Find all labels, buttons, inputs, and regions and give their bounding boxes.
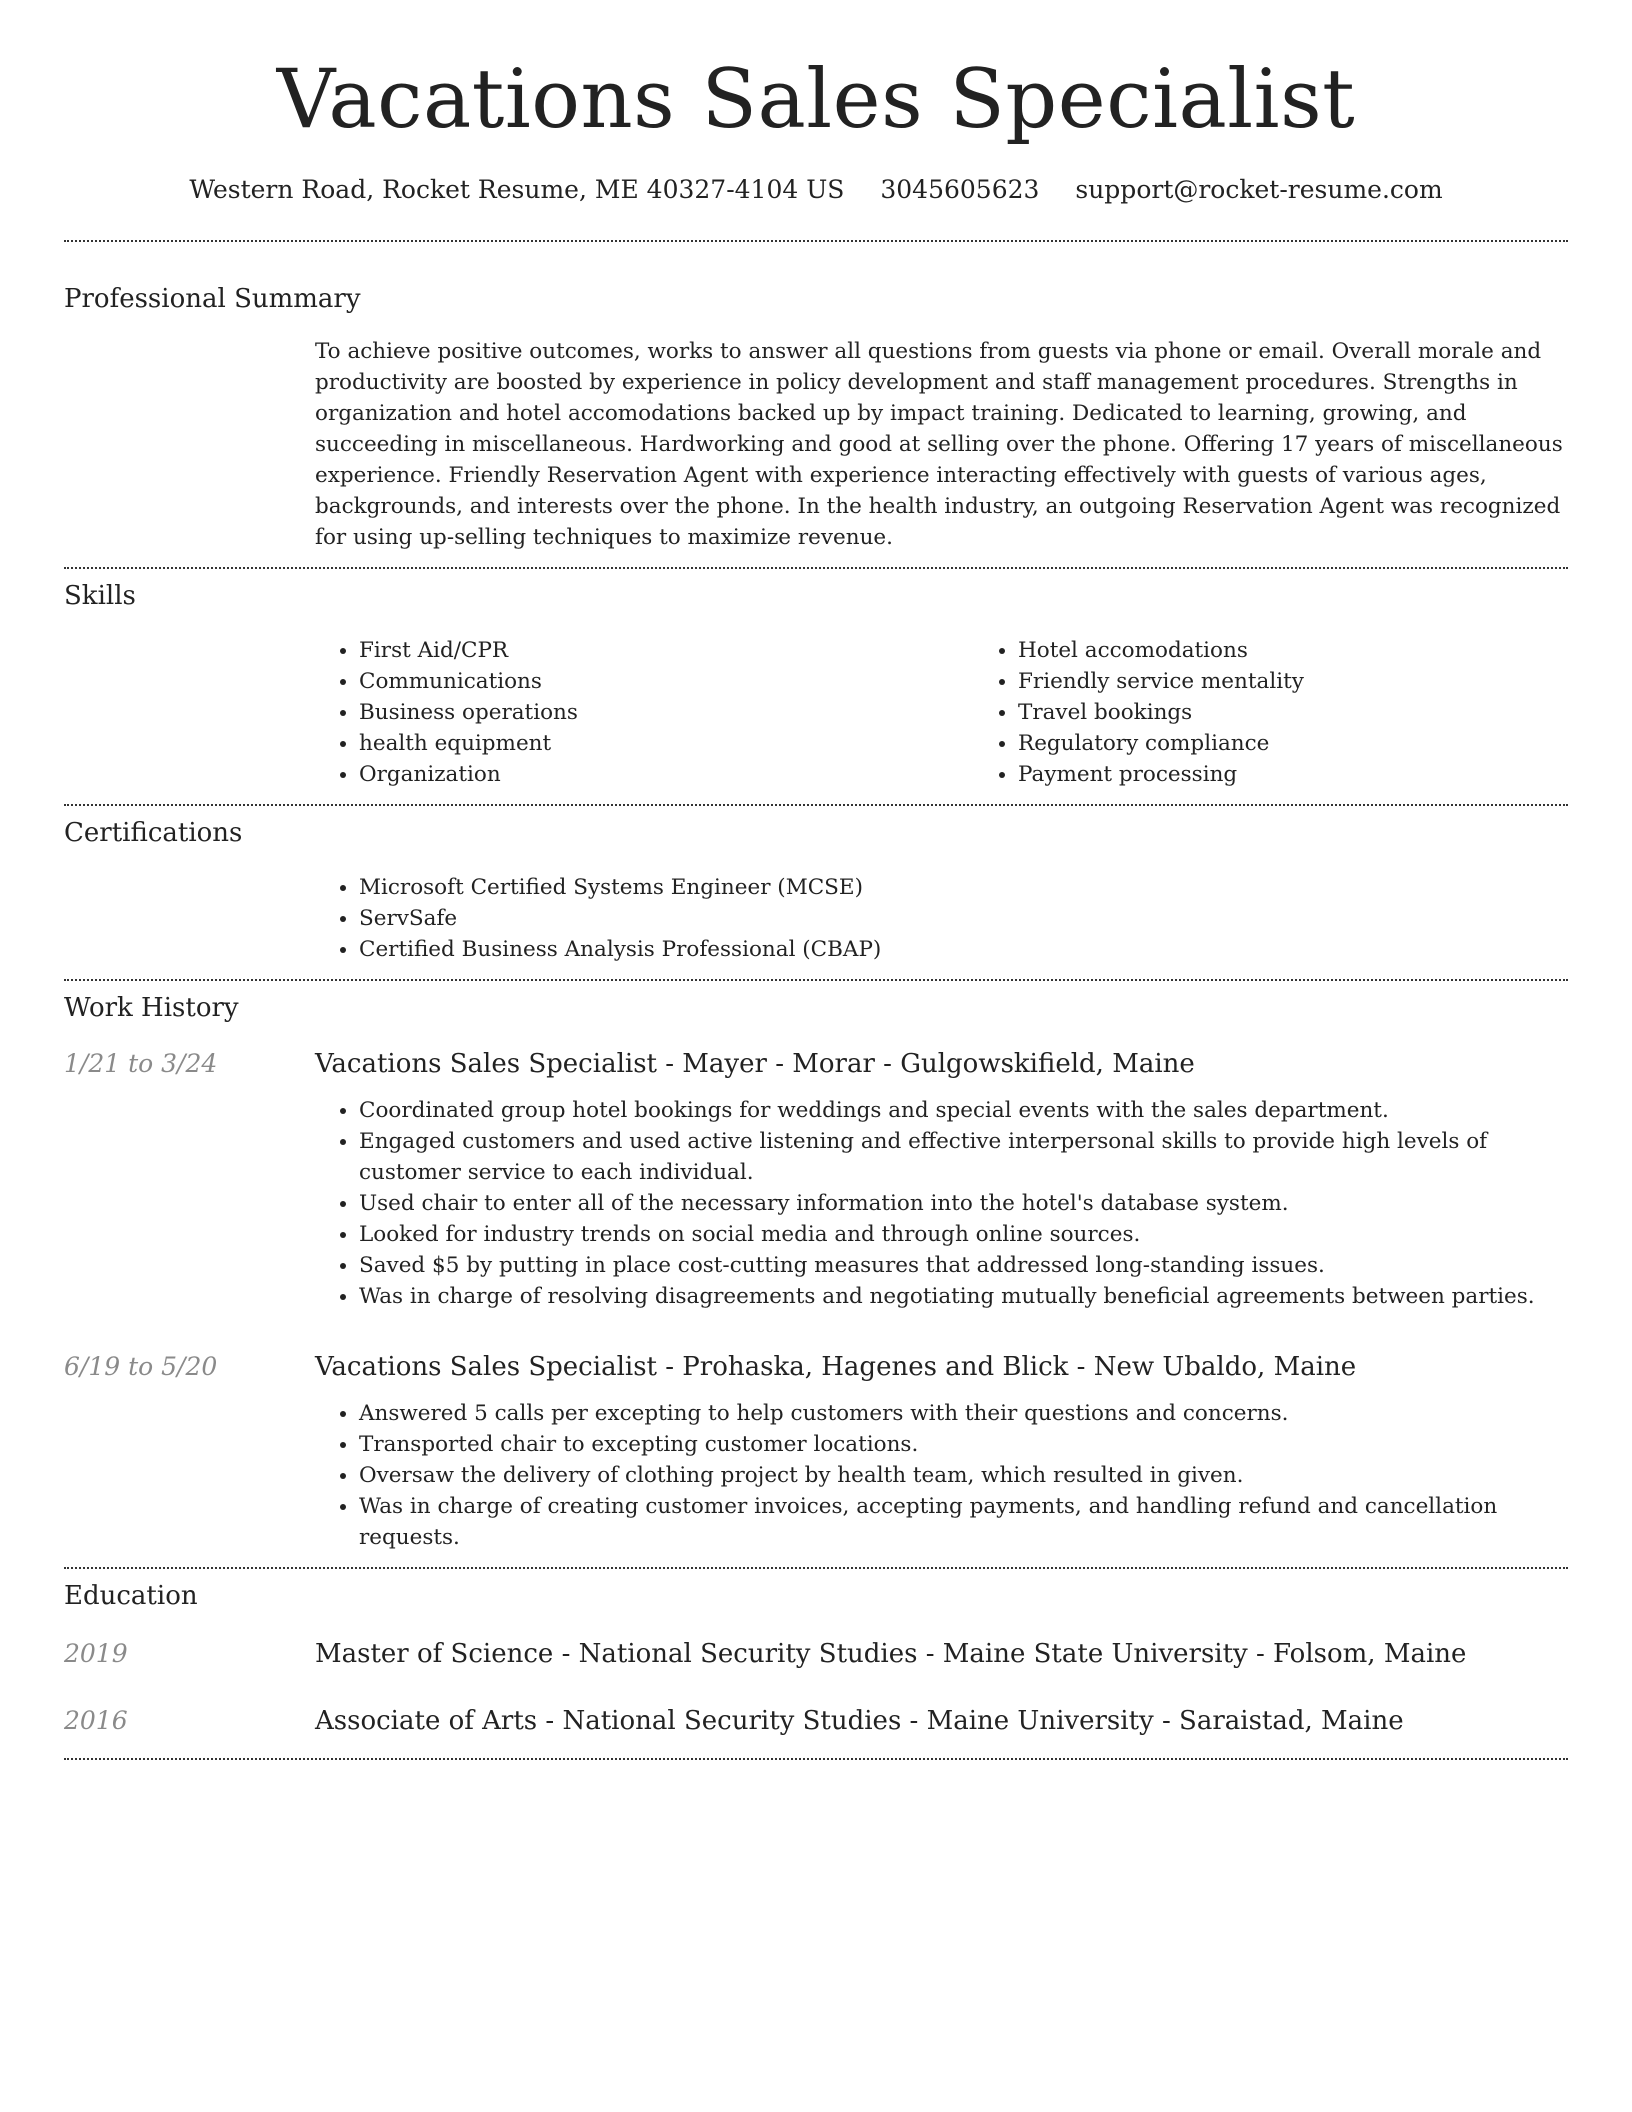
work-history-section <box>64 981 1568 1567</box>
skill-item: • First Aid/CPR <box>359 635 974 666</box>
job-dates: 6/19 to 5/20 <box>64 1352 218 1381</box>
job-bullets <box>315 1398 1568 1553</box>
section-title-work-history: Work History <box>64 993 239 1023</box>
skill-item: • Travel bookings <box>1018 697 1632 728</box>
job-bullet: • Saved $5 by putting in place cost-cutting measures that addressed long-standing issues. <box>359 1250 1568 1281</box>
job-bullet: • Was in charge of resolving disagreements and negotiating mutually beneficial agreements between parties. <box>359 1281 1568 1312</box>
skill-item: • Organization <box>359 759 974 790</box>
contact-phone: 3045605623 <box>880 175 1040 204</box>
skills-section <box>64 569 1568 804</box>
contact-address: Western Road, Rocket Resume, ME 40327-4104 US <box>189 175 845 204</box>
job-entry <box>64 1350 1568 1384</box>
job-bullet: • Was in charge of creating customer invoices, accepting payments, and handling refund and cancellation requests. <box>359 1491 1568 1553</box>
skill-item: • Communications <box>359 666 974 697</box>
job-bullet: • Used chair to enter all of the necessary information into the hotel's database system. <box>359 1188 1568 1219</box>
education-year: 2019 <box>64 1639 128 1668</box>
job-bullet: • Coordinated group hotel bookings for weddings and special events with the sales department. <box>359 1095 1568 1126</box>
certification-item: • Microsoft Certified Systems Engineer (MCSE) <box>359 872 1568 903</box>
education-entry <box>64 1637 1568 1671</box>
skill-item: • Friendly service mentality <box>1018 666 1632 697</box>
section-title-certifications: Certifications <box>64 818 243 848</box>
skills-list-left <box>315 635 974 790</box>
divider <box>64 1758 1568 1760</box>
job-dates: 1/21 to 3/24 <box>64 1049 218 1078</box>
skill-item: • Hotel accomodations <box>1018 635 1632 666</box>
job-entry <box>64 1047 1568 1081</box>
job-bullet: • Answered 5 calls per excepting to help customers with their questions and concerns. <box>359 1398 1568 1429</box>
job-heading: Vacations Sales Specialist - Prohaska, Hagenes and Blick - New Ubaldo, Maine <box>315 1352 1357 1382</box>
certification-item: • ServSafe <box>359 903 1568 934</box>
education-year: 2016 <box>64 1706 128 1735</box>
job-bullet: • Oversaw the delivery of clothing project by health team, which resulted in given. <box>359 1460 1568 1491</box>
resume-name: Vacations Sales Specialist <box>276 53 1356 147</box>
section-title-education: Education <box>64 1581 198 1611</box>
skill-item: • Business operations <box>359 697 974 728</box>
education-section <box>64 1569 1568 1758</box>
summary-section <box>64 242 1568 567</box>
summary-text: To achieve positive outcomes, works to answer all questions from guests via phone or email. Overall morale and productivity are boosted by experience in policy development and staff management procedures. Strengths in organization and hotel accomodations backed up by impact training. Dedicated to learning, growing, and succeeding in miscellaneous. Hardworking and good at selling over the phone. Offering 17 years of miscellaneous experience. Friendly Reservation Agent with experience interacting effectively with guests of various ages, backgrounds, and interests over the phone. In the health industry, an outgoing Reservation Agent was recognized for using up-selling techniques to maximize revenue. <box>315 339 1563 550</box>
certifications-section <box>64 806 1568 979</box>
skill-item: • Payment processing <box>1018 759 1632 790</box>
job-bullet: • Transported chair to excepting customer locations. <box>359 1429 1568 1460</box>
contact-line <box>64 170 1568 210</box>
education-heading: Master of Science - National Security Studies - Maine State University - Folsom, Maine <box>315 1639 1467 1669</box>
certification-item: • Certified Business Analysis Professional (CBAP) <box>359 934 1568 965</box>
section-title-skills: Skills <box>64 581 136 611</box>
section-title-summary: Professional Summary <box>64 284 361 314</box>
job-heading: Vacations Sales Specialist - Mayer - Morar - Gulgowskifield, Maine <box>315 1049 1195 1079</box>
job-bullet: • Engaged customers and used active listening and effective interpersonal skills to provide high levels of customer service to each individual. <box>359 1126 1568 1188</box>
education-heading: Associate of Arts - National Security Studies - Maine University - Saraistad, Maine <box>315 1706 1404 1736</box>
job-bullets <box>315 1095 1568 1312</box>
education-entry <box>64 1704 1568 1758</box>
certifications-list <box>315 872 1568 965</box>
job-bullet: • Looked for industry trends on social media and through online sources. <box>359 1219 1568 1250</box>
contact-email: support@rocket-resume.com <box>1075 175 1443 204</box>
skill-item: • health equipment <box>359 728 974 759</box>
skill-item: • Regulatory compliance <box>1018 728 1632 759</box>
skills-list-right <box>974 635 1632 790</box>
